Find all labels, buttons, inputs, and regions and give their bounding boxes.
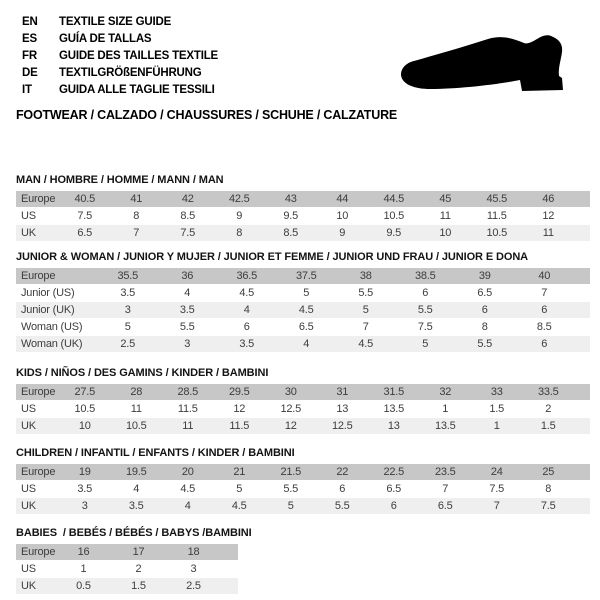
size-cell: 45.5	[486, 193, 508, 205]
size-cell: 8.5	[283, 227, 299, 239]
size-cell: 4.5	[358, 338, 374, 350]
row-label: Europe	[21, 466, 56, 478]
size-cell: 6.5	[77, 227, 93, 239]
size-cell: 28.5	[177, 386, 199, 398]
size-cell: 16	[77, 546, 90, 558]
size-cell: 3	[124, 304, 131, 316]
size-cell: 10	[78, 420, 91, 432]
size-cell: 4	[184, 287, 191, 299]
lang-label: GUIDA ALLE TAGLIE TESSILI	[59, 84, 215, 96]
size-cell: 4	[243, 304, 250, 316]
table-row-europe	[16, 544, 238, 560]
size-cell: 24	[490, 466, 503, 478]
size-cell: 5.5	[417, 304, 433, 316]
size-cell: 44	[336, 193, 349, 205]
table-row-uk	[16, 225, 590, 241]
size-table-junior-woman	[16, 268, 590, 352]
size-cell: 44.5	[383, 193, 405, 205]
table-row-europe	[16, 464, 590, 480]
row-label: Junior (US)	[21, 287, 75, 299]
row-label: US	[21, 403, 36, 415]
size-cell: 9	[236, 210, 243, 222]
size-cell: 10.5	[74, 403, 96, 415]
table-row-junior-uk	[16, 302, 590, 318]
size-table-section-man	[16, 174, 590, 242]
row-label: Woman (UK)	[21, 338, 83, 350]
size-cell: 46	[542, 193, 555, 205]
size-cell: 7.5	[417, 321, 433, 333]
size-cell: 11	[542, 227, 554, 239]
size-table-babies	[16, 544, 252, 594]
size-cell: 33	[490, 386, 503, 398]
size-table-section-babies	[16, 527, 252, 595]
size-cell: 5	[362, 304, 369, 316]
size-table-section-children	[16, 447, 590, 515]
size-cell: 5.5	[477, 338, 493, 350]
size-cell: 3	[81, 500, 88, 512]
size-cell: 13.5	[434, 420, 456, 432]
size-cell: 7	[493, 500, 500, 512]
size-cell: 2	[135, 563, 142, 575]
lang-label: TEXTILE SIZE GUIDE	[59, 16, 172, 28]
size-cell: 23.5	[434, 466, 456, 478]
row-label: Europe	[21, 193, 56, 205]
table-row-europe	[16, 384, 590, 400]
size-cell: 9	[339, 227, 346, 239]
size-cell: 17	[132, 546, 145, 558]
row-label: Europe	[21, 546, 56, 558]
row-label: UK	[21, 580, 36, 592]
size-cell: 40.5	[74, 193, 96, 205]
size-cell: 22	[336, 466, 349, 478]
size-cell: 13.5	[383, 403, 405, 415]
size-cell: 7.5	[77, 210, 93, 222]
size-cell: 7	[541, 287, 548, 299]
size-cell: 5	[303, 287, 310, 299]
table-row-woman-us	[16, 319, 590, 335]
size-cell: 10	[336, 210, 349, 222]
row-label: US	[21, 483, 36, 495]
size-cell: 4.5	[239, 287, 255, 299]
table-row-woman-uk	[16, 336, 590, 352]
size-cell: 21	[233, 466, 246, 478]
size-cell: 8	[545, 483, 552, 495]
size-cell: 2	[545, 403, 552, 415]
table-row-us	[16, 401, 590, 417]
size-cell: 8	[133, 210, 140, 222]
table-row-europe	[16, 191, 590, 207]
size-cell: 13	[336, 403, 349, 415]
size-table-kids	[16, 384, 590, 434]
size-cell: 19	[78, 466, 91, 478]
size-cell: 6	[541, 338, 548, 350]
size-cell: 6	[339, 483, 346, 495]
size-cell: 6	[541, 304, 548, 316]
size-cell: 45	[439, 193, 452, 205]
size-cell: 4.5	[180, 483, 196, 495]
table-row-us	[16, 208, 590, 224]
size-cell: 6	[481, 304, 488, 316]
row-label: Europe	[21, 270, 56, 282]
size-cell: 20	[181, 466, 194, 478]
size-cell: 10.5	[486, 227, 508, 239]
size-cell: 3.5	[128, 500, 144, 512]
size-cell: 7	[133, 227, 140, 239]
table-row-us	[16, 561, 238, 577]
size-cell: 11.5	[177, 403, 198, 415]
size-cell: 9.5	[283, 210, 299, 222]
size-cell: 2.5	[120, 338, 136, 350]
size-cell: 5.5	[358, 287, 374, 299]
size-cell: 28	[130, 386, 143, 398]
size-cell: 3.5	[77, 483, 93, 495]
size-cell: 27.5	[74, 386, 96, 398]
table-row-uk	[16, 418, 590, 434]
size-cell: 1	[80, 563, 87, 575]
size-cell: 11.5	[486, 210, 507, 222]
size-cell: 32	[439, 386, 452, 398]
size-cell: 11	[439, 210, 451, 222]
table-title-children: CHILDREN / INFANTIL / ENFANTS / KINDER / BAMBINI	[16, 447, 295, 459]
size-cell: 18	[187, 546, 200, 558]
size-cell: 30	[284, 386, 297, 398]
lang-code: IT	[22, 84, 32, 96]
table-row-junior-us	[16, 285, 590, 301]
size-cell: 6	[243, 321, 250, 333]
size-cell: 4	[303, 338, 310, 350]
size-cell: 5	[422, 338, 429, 350]
size-cell: 8	[481, 321, 488, 333]
size-cell: 40	[538, 270, 551, 282]
size-cell: 11	[182, 420, 194, 432]
row-label: UK	[21, 227, 36, 239]
size-cell: 10.5	[125, 420, 147, 432]
size-cell: 6.5	[477, 287, 493, 299]
size-cell: 5	[124, 321, 131, 333]
size-cell: 6.5	[437, 500, 453, 512]
size-cell: 12	[233, 403, 246, 415]
lang-code: ES	[22, 33, 37, 45]
lang-code: DE	[22, 67, 38, 79]
size-table-section-junior-woman	[16, 251, 590, 353]
size-cell: 12.5	[331, 420, 353, 432]
size-cell: 10.5	[383, 210, 405, 222]
table-row-us	[16, 481, 590, 497]
size-cell: 41	[130, 193, 143, 205]
size-cell: 5.5	[283, 483, 299, 495]
size-cell: 7.5	[540, 500, 556, 512]
size-cell: 2.5	[186, 580, 201, 592]
size-cell: 36	[181, 270, 194, 282]
size-cell: 4	[184, 500, 191, 512]
size-cell: 6.5	[298, 321, 314, 333]
size-table-man	[16, 191, 590, 241]
size-cell: 10	[439, 227, 452, 239]
size-cell: 4	[133, 483, 140, 495]
size-cell: 12	[284, 420, 297, 432]
size-cell: 42	[181, 193, 194, 205]
size-cell: 7	[442, 483, 449, 495]
size-cell: 6	[422, 287, 429, 299]
size-cell: 6.5	[386, 483, 402, 495]
size-cell: 21.5	[280, 466, 302, 478]
size-cell: 19.5	[125, 466, 147, 478]
size-cell: 0.5	[76, 580, 91, 592]
size-cell: 31.5	[383, 386, 405, 398]
row-label: Junior (UK)	[21, 304, 75, 316]
size-cell: 12.5	[280, 403, 302, 415]
size-cell: 3	[184, 338, 191, 350]
table-row-uk	[16, 498, 590, 514]
size-cell: 3.5	[120, 287, 136, 299]
lang-code: FR	[22, 50, 37, 62]
size-cell: 35.5	[117, 270, 139, 282]
size-cell: 42.5	[228, 193, 250, 205]
table-title-kids: KIDS / NIÑOS / DES GAMINS / KINDER / BAMBINI	[16, 367, 269, 379]
size-cell: 1	[493, 420, 500, 432]
size-cell: 38	[359, 270, 372, 282]
size-cell: 5	[236, 483, 243, 495]
size-cell: 31	[336, 386, 349, 398]
size-cell: 25	[542, 466, 555, 478]
row-label: UK	[21, 420, 36, 432]
size-cell: 11	[130, 403, 142, 415]
size-cell: 9.5	[386, 227, 402, 239]
table-title-junior-woman: JUNIOR & WOMAN / JUNIOR Y MUJER / JUNIOR ET FEMME / JUNIOR UND FRAU / JUNIOR E DONA	[16, 251, 529, 263]
row-label: US	[21, 210, 36, 222]
size-table-section-kids	[16, 367, 590, 435]
size-cell: 1.5	[131, 580, 146, 592]
size-cell: 8.5	[536, 321, 552, 333]
table-title-man: MAN / HOMBRE / HOMME / MANN / MAN	[16, 174, 224, 186]
category-title: FOOTWEAR / CALZADO / CHAUSSURES / SCHUHE / CALZATURE	[16, 108, 398, 122]
size-cell: 7	[362, 321, 369, 333]
size-cell: 7.5	[180, 227, 196, 239]
size-cell: 29.5	[228, 386, 250, 398]
size-cell: 33.5	[537, 386, 559, 398]
size-cell: 36.5	[236, 270, 258, 282]
size-cell: 5	[287, 500, 294, 512]
size-cell: 43	[284, 193, 297, 205]
size-cell: 12	[542, 210, 555, 222]
size-cell: 3.5	[239, 338, 255, 350]
row-label: US	[21, 563, 36, 575]
size-cell: 6	[390, 500, 397, 512]
size-cell: 7.5	[489, 483, 505, 495]
row-label: UK	[21, 500, 36, 512]
size-cell: 22.5	[383, 466, 405, 478]
size-cell: 37.5	[295, 270, 317, 282]
size-cell: 13	[387, 420, 400, 432]
size-cell: 4.5	[231, 500, 247, 512]
lang-label: TEXTILGRÖßENFÜHRUNG	[59, 67, 202, 79]
size-cell: 8.5	[180, 210, 196, 222]
lang-code: EN	[22, 16, 38, 28]
size-cell: 4.5	[298, 304, 314, 316]
table-title-babies: BABIES / BEBÉS / BÉBÉS / BABYS /BAMBINI	[16, 527, 252, 539]
table-row-europe	[16, 268, 590, 284]
size-cell: 3	[190, 563, 197, 575]
row-label: Woman (US)	[21, 321, 83, 333]
lang-label: GUIDE DES TAILLES TEXTILE	[59, 50, 218, 62]
size-cell: 5.5	[334, 500, 350, 512]
size-cell: 8	[236, 227, 243, 239]
row-label: Europe	[21, 386, 56, 398]
size-cell: 1.5	[540, 420, 556, 432]
size-cell: 1	[442, 403, 449, 415]
lang-label: GUÍA DE TALLAS	[59, 33, 152, 45]
table-row-uk	[16, 578, 238, 594]
size-cell: 5.5	[179, 321, 195, 333]
size-cell: 1.5	[489, 403, 505, 415]
size-cell: 11.5	[229, 420, 250, 432]
size-cell: 38.5	[414, 270, 436, 282]
size-cell: 39	[478, 270, 491, 282]
size-cell: 3.5	[179, 304, 195, 316]
size-table-children	[16, 464, 590, 514]
